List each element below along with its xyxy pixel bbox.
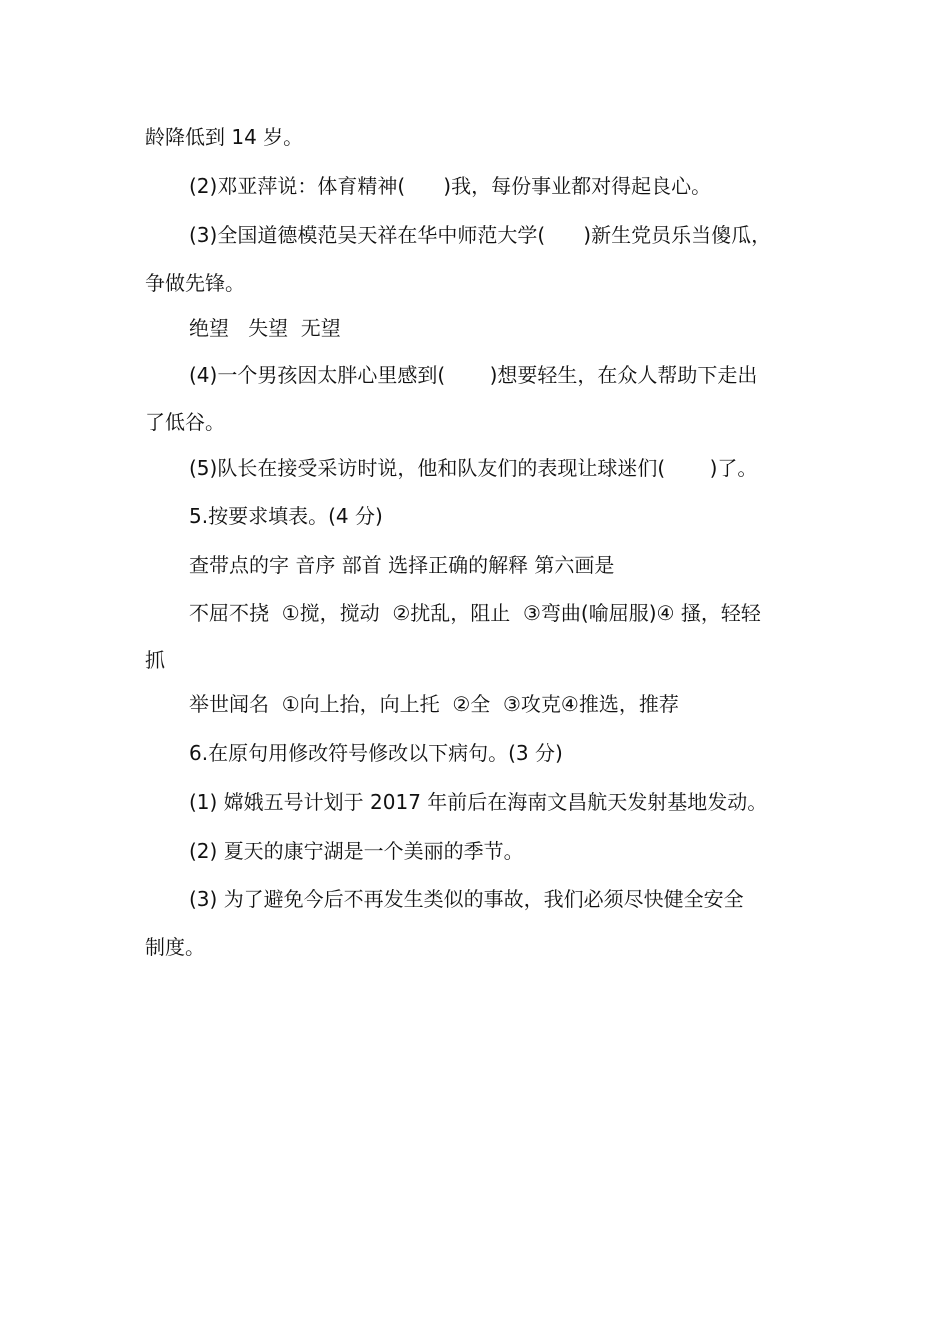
question-line: (1) 嫦娥五号计划于 2017 年前后在海南文昌航天发射基地发动。 xyxy=(189,790,768,814)
text-line: 抓 xyxy=(145,648,165,672)
text-line: 了低谷。 xyxy=(145,410,225,434)
section-heading: 5.按要求填表。(4 分) xyxy=(189,504,383,528)
question-line: (5)队长在接受采访时说，他和队友们的表现让球迷们( )了。 xyxy=(189,456,758,480)
question-line: (2)邓亚萍说：体育精神( )我，每份事业都对得起良心。 xyxy=(189,174,712,198)
text-line: 制度。 xyxy=(145,935,205,959)
question-line: (2) 夏天的康宁湖是一个美丽的季节。 xyxy=(189,839,524,863)
text-line: 龄降低到 14 岁。 xyxy=(145,125,304,149)
question-line: (3)全国道德模范吴天祥在华中师范大学( )新生党员乐当傻瓜， xyxy=(189,223,772,247)
question-line: (4)一个男孩因太胖心里感到( )想要轻生，在众人帮助下走出 xyxy=(189,363,758,387)
table-header-line: 查带点的字 音序 部首 选择正确的解释 第六画是 xyxy=(189,553,615,577)
text-line: 争做先锋。 xyxy=(145,271,245,295)
question-line: (3) 为了避免今后不再发生类似的事故，我们必须尽快健全安全 xyxy=(189,887,744,911)
word-choices: 绝望 失望 无望 xyxy=(189,316,341,340)
table-row-line: 不屈不挠 ①搅，搅动 ②扰乱，阻止 ③弯曲(喻屈服)④ 搔，轻轻 xyxy=(189,601,761,625)
table-row-line: 举世闻名 ①向上抬，向上托 ②全 ③攻克④推选，推荐 xyxy=(189,692,679,716)
section-heading: 6.在原句用修改符号修改以下病句。(3 分) xyxy=(189,741,563,765)
